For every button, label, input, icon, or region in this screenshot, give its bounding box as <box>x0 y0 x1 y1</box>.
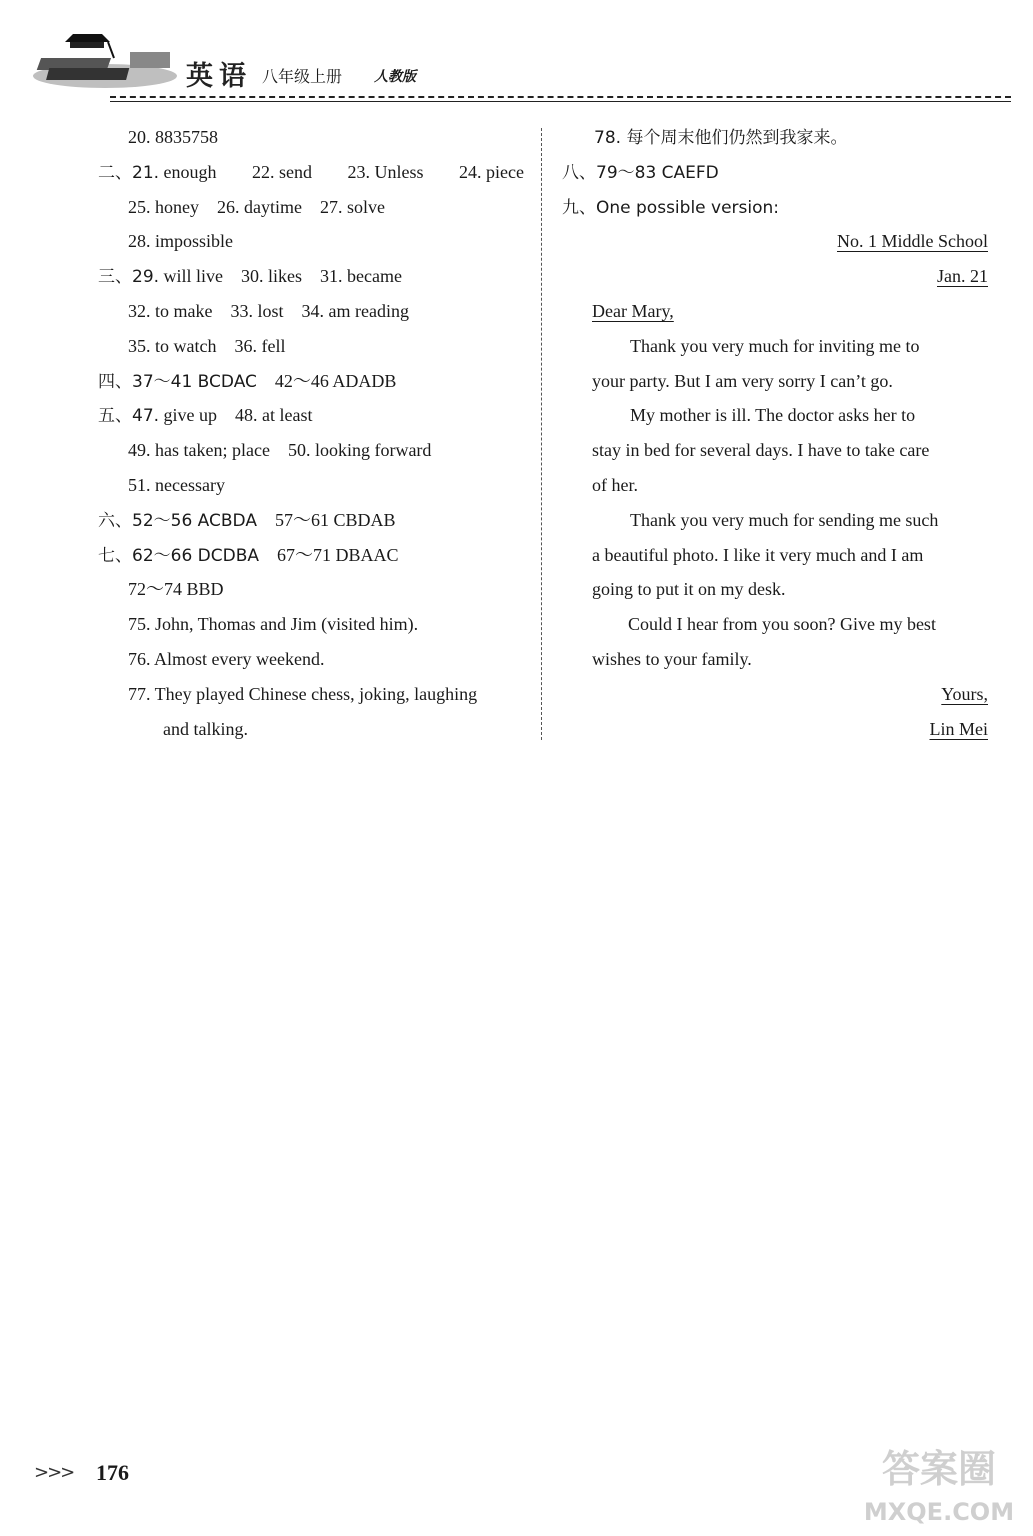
answer-line: 77. They played Chinese chess, joking, laughing <box>128 683 478 704</box>
right-column <box>562 120 988 746</box>
answer: enough <box>163 161 217 182</box>
section-number: 二、21. <box>98 162 160 183</box>
page-arrows-icon: >>> <box>34 1462 74 1483</box>
date-text: Jan. 21 <box>937 266 988 287</box>
letter-line: Thank you very much for inviting me to <box>630 335 920 356</box>
answer: 22. send <box>252 161 313 182</box>
answer-line <box>98 398 528 433</box>
answer: 26. daytime <box>217 196 302 217</box>
header-solid-rule <box>110 101 1011 102</box>
letter-line: a beautiful photo. I like it very much and I am <box>592 544 924 565</box>
header-dashed-rule <box>110 96 1011 98</box>
answer: 42～46 ADADB <box>274 370 397 391</box>
answer: 35. to watch <box>128 335 217 356</box>
answer-line: 28. impossible <box>128 231 234 252</box>
letter-address <box>562 224 988 259</box>
letter-closing <box>562 677 988 712</box>
page-header <box>0 0 1033 110</box>
answer-line <box>98 364 528 399</box>
letter-line: Thank you very much for sending me such <box>630 509 939 530</box>
section-answer: 八、79～83 CAEFD <box>562 162 719 183</box>
book-stack-logo-icon <box>30 28 180 100</box>
letter-line: My mother is ill. The doctor asks her to <box>630 405 916 426</box>
letter-greeting <box>562 294 988 329</box>
page-number: 176 <box>96 1460 129 1485</box>
answer-line <box>98 259 528 294</box>
answer: 49. has taken; place <box>128 440 270 461</box>
watermark-url: MXQE.COM <box>863 1498 1015 1526</box>
school-name: No. 1 Middle School <box>837 231 988 252</box>
answer: give up <box>163 405 218 426</box>
letter-date <box>562 259 988 294</box>
answer-line: 51. necessary <box>128 474 225 495</box>
left-column <box>98 120 528 746</box>
answer: 25. honey <box>128 196 199 217</box>
subject-title: 英语 <box>186 61 252 92</box>
section-number: 五、47. <box>98 406 160 427</box>
answer: 57～61 CBDAB <box>274 509 396 530</box>
answer-line <box>98 190 528 225</box>
answer-line <box>98 155 524 190</box>
answer: will live <box>163 266 224 287</box>
section-number: 六、52～56 ACBDA <box>98 510 257 531</box>
answer-line <box>98 433 528 468</box>
edition-label: 人教版 <box>374 69 416 85</box>
letter-line: going to put it on my desk. <box>592 579 786 600</box>
letter-line: Could I hear from you soon? Give my best <box>628 614 936 635</box>
answer: 34. am reading <box>301 300 409 321</box>
answer-line: 72～74 BBD <box>128 579 224 600</box>
grade-label: 八年级上册 <box>262 67 343 86</box>
answer-line <box>562 155 988 190</box>
letter-line: your party. But I am very sorry I can’t go. <box>592 370 893 391</box>
answer: 23. Unless <box>347 161 424 182</box>
section-number: 七、62～66 DCDBA <box>98 545 260 566</box>
answer: 67～71 DBAAC <box>277 544 399 565</box>
answer: 36. fell <box>234 335 286 356</box>
section-heading: 九、One possible version: <box>562 197 780 218</box>
answer-line <box>98 294 528 329</box>
watermark-logo <box>859 1432 1019 1532</box>
greeting-text: Dear Mary, <box>592 300 674 321</box>
answer-line <box>98 503 528 538</box>
answer: 31. became <box>320 266 403 287</box>
answer: 27. solve <box>319 196 385 217</box>
answer: 33. lost <box>230 300 284 321</box>
answer-line <box>562 120 988 155</box>
closing-text: Yours, <box>941 683 988 704</box>
translation-answer: 78. 每个周末他们仍然到我家来。 <box>594 128 848 148</box>
answer: 30. likes <box>241 266 303 287</box>
letter-line: wishes to your family. <box>592 648 752 669</box>
answer-line <box>98 538 528 573</box>
column-divider <box>541 128 542 740</box>
answer-line: 76. Almost every weekend. <box>128 648 325 669</box>
section-number: 四、37～41 BCDAC <box>98 371 257 392</box>
answer-line <box>98 329 528 364</box>
answer-line: 20. 8835758 <box>128 127 218 147</box>
letter-signature <box>562 712 988 747</box>
section-number: 三、29. <box>98 267 160 288</box>
answer: 32. to make <box>128 300 213 321</box>
answer-line: and talking. <box>163 718 248 739</box>
answer-line <box>562 190 988 225</box>
watermark-text: 答案圈 <box>881 1447 997 1491</box>
letter-line: stay in bed for several days. I have to take care <box>592 440 930 461</box>
answer: 48. at least <box>235 405 313 426</box>
letter-line: of her. <box>592 474 638 495</box>
signature-text: Lin Mei <box>929 718 988 739</box>
answer: 24. piece <box>459 161 524 182</box>
answer-line: 75. John, Thomas and Jim (visited him). <box>128 614 419 635</box>
answer: 50. looking forward <box>287 440 432 461</box>
